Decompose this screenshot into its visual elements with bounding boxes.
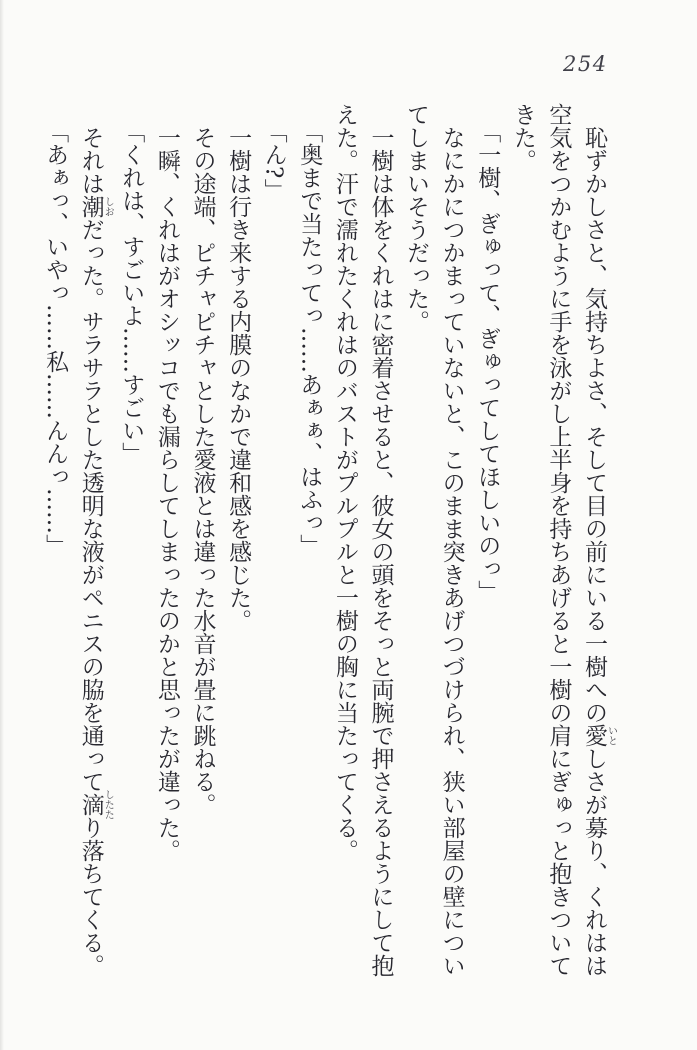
narration-paragraph: 一樹は行き来する内膜のなかで違和感を感じた。: [225, 126, 252, 632]
narration-paragraph: 恥ずかしさと、気持ちよさ、そして目の前にいる一樹への愛いとしさが募り、くれはは空気をつかむように手を泳がし上半身を持ちあげると一樹の肩にぎゅっと抱きついてきた。: [509, 103, 617, 977]
narration-paragraph: 一瞬、くれはがオシッコでも漏らしてしまったのかと思ったが違った。: [153, 126, 180, 862]
page-number: 254: [563, 52, 608, 76]
furigana-ruby: 潮しお: [77, 195, 114, 218]
narration-paragraph: それは潮しおだった。サラサラとした透明な液がペニスの脇を通って滴したたり落ちてくる。: [77, 126, 114, 977]
dialogue-paragraph: 「一樹、ぎゅって、ぎゅってしてほしいのっ」: [474, 120, 501, 604]
narration-paragraph: なにかにつかまっていないと、このまま突きあげつづけられ、狭い部屋の壁についてしまいそうだった。: [403, 103, 465, 977]
furigana-ruby: 滴したた: [77, 789, 114, 820]
narration-paragraph: その途端、ピチャピチャとした愛液とは違った水音が畳に跳ねる。: [189, 126, 216, 816]
narration-paragraph: 一樹は体をくれはに密着させると、彼女の頭をそっと両腕で押さえるようにして抱えた。汗で濡れたくれはのバストがプルプルと一樹の胸に当たってくる。: [331, 103, 394, 977]
dialogue-paragraph: 「奥まで当たってっ……あぁぁ、はふっ」: [296, 120, 323, 558]
dialogue-paragraph: 「あぁっ、いやっ……私……んんっ……」: [42, 120, 69, 558]
dialogue-paragraph: 「くれは、すごいよ……すごい」: [118, 120, 145, 466]
text-block: [44, 103, 616, 977]
dialogue-paragraph: 「ん?」: [260, 120, 287, 202]
furigana-ruby: 愛いと: [581, 724, 617, 747]
